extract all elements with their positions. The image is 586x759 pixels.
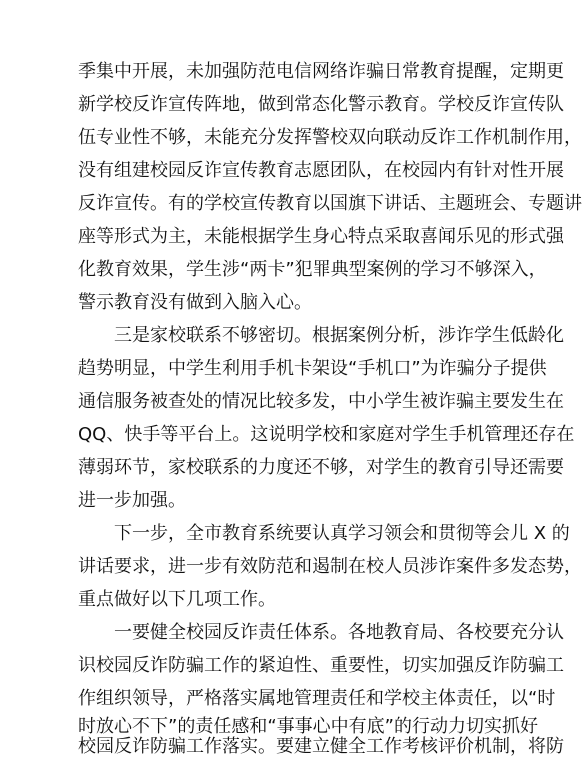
- text-line: 通信服务被查处的情况比较多发，中小学生被诈骗主要发生在: [78, 391, 564, 412]
- text-line: 进一步加强。: [78, 490, 186, 511]
- text-line: 没有组建校园反诈宣传教育志愿团队，在校园内有针对性开展: [78, 160, 564, 181]
- text-line: 新学校反诈宣传阵地，做到常态化警示教育。学校反诈宣传队: [78, 94, 564, 115]
- text-line: 时放心不下”的责任感和“事事心中有底”的行动力切实抓好: [78, 716, 538, 737]
- paragraph-start-line: 一要健全校园反诈责任体系。各地教育局、各校要充分认: [114, 622, 564, 643]
- text-line: 薄弱环节，家校联系的力度还不够，对学生的教育引导还需要: [78, 457, 564, 478]
- text-line: 季集中开展，未加强防范电信网络诈骗日常教育提醒，定期更: [78, 61, 564, 82]
- text-line: 讲话要求，进一步有效防范和遏制在校人员涉诈案件多发态势，: [78, 556, 582, 577]
- text-line: 识校园反诈防骗工作的紧迫性、重要性，切实加强反诈防骗工: [78, 655, 564, 676]
- text-line: 伍专业性不够，未能充分发挥警校双向联动反诈工作机制作用，: [78, 127, 582, 148]
- text-line: 作组织领导，严格落实属地管理责任和学校主体责任，以“时: [78, 688, 556, 709]
- text-line: 校园反诈防骗工作落实。要建立健全工作考核评价机制，将防: [78, 736, 564, 757]
- text-line: 座等形式为主，未能根据学生身心特点采取喜闻乐见的形式强: [78, 226, 564, 247]
- text-line: 化教育效果，学生涉“两卡”犯罪典型案例的学习不够深入，: [78, 259, 547, 280]
- text-line: 警示教育没有做到入脑入心。: [78, 292, 312, 313]
- text-line: QQ、快手等平台上。这说明学校和家庭对学生手机管理还存在: [78, 424, 575, 445]
- text-line: 趋势明显，中学生利用手机卡架设“手机口”为诈骗分子提供: [78, 358, 547, 379]
- paragraph-start-line: 下一步，全市教育系统要认真学习领会和贯彻等会儿 X 的: [114, 523, 570, 544]
- text-line: 重点做好以下几项工作。: [78, 589, 276, 610]
- text-line: 反诈宣传。有的学校宣传教育以国旗下讲话、主题班会、专题讲: [78, 193, 582, 214]
- paragraph-start-line: 三是家校联系不够密切。根据案例分析，涉诈学生低龄化: [114, 325, 564, 346]
